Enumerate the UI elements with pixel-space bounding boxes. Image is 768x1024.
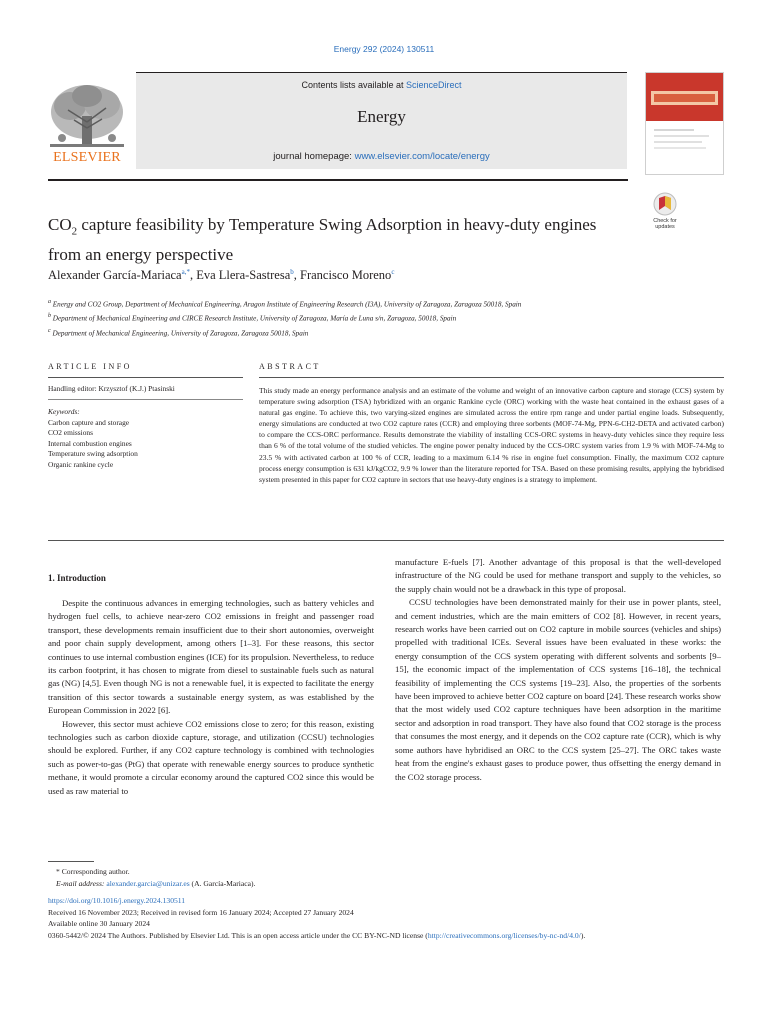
body-top-rule: [48, 540, 724, 541]
contents-prefix: Contents lists available at: [301, 80, 407, 90]
sciencedirect-link[interactable]: ScienceDirect: [406, 80, 462, 90]
license-prefix: 0360-5442/© 2024 The Authors. Published by Elsevier Ltd. This is an open access article under the CC BY-NC-ND license (: [48, 930, 428, 940]
license-link[interactable]: http://creativecommons.org/licenses/by-nc-nd/4.0/: [427, 930, 581, 940]
email-link[interactable]: alexander.garcia@unizar.es: [106, 878, 190, 888]
author-name[interactable]: Alexander García-Mariaca: [48, 268, 182, 283]
body-paragraph: However, this sector must achieve CO2 emissions close to zero; for this reason, existing technologies such as carbon dioxide capture, storage, and utilization (CCSU) technologies should be explored. Further, if any CO2 capture technology is combined with technologies such as power-to-gas (PtG) that operate with renewable energy sources to produce synthetic methane, it would promote a circular economy around the captured CO2 since this would be used as raw material to: [48, 718, 374, 796]
author-affil-sup[interactable]: b: [290, 268, 294, 276]
keyword: Temperature swing adsorption: [48, 449, 138, 458]
doi-line: [48, 895, 724, 907]
handling-editor: Handling editor: Krzysztof (K.J.) Ptasinski: [48, 384, 175, 393]
keyword: Carbon capture and storage: [48, 417, 130, 427]
keywords-block: [48, 407, 243, 470]
body-column-right: [395, 556, 721, 784]
affiliation-text: Department of Mechanical Engineering, University of Zaragoza, Zaragoza 50018, Spain: [52, 329, 309, 338]
check-for-updates-badge[interactable]: [648, 191, 682, 231]
author-list: Alexander García-Mariaca$^{a,*}$, Eva Llera-Sastresa$^b$, Francisco Moreno$^c$: [48, 268, 395, 283]
check-updates-line2: updates: [655, 224, 675, 230]
title-co: CO: [48, 215, 72, 234]
article-info-divider: [48, 399, 243, 400]
keyword: Internal combustion engines: [48, 438, 132, 448]
affiliation-sup: c: [48, 327, 51, 334]
author-name[interactable]: Eva Llera-Sastresa: [196, 268, 291, 283]
journal-homepage: [136, 151, 627, 162]
footnote-rule: [48, 861, 94, 862]
check-updates-line1: Check for: [653, 218, 677, 224]
affiliation-text: Department of Mechanical Engineering and CIRCE Research Institute, University of Zaragoza, María de Luna s/n, Zaragoza, 50018, Spain: [52, 314, 457, 323]
article-info-heading: ARTICLE INFO: [48, 362, 132, 371]
keywords-label: Keywords:: [48, 407, 80, 416]
email-line: [48, 878, 724, 890]
author-affil-sup[interactable]: c: [391, 268, 395, 276]
homepage-link[interactable]: www.elsevier.com/locate/energy: [354, 151, 490, 162]
doi-link[interactable]: https://doi.org/10.1016/j.energy.2024.130511: [48, 896, 186, 905]
author-affil-sup[interactable]: a,*: [181, 268, 190, 276]
keyword: CO2 emissions: [48, 428, 93, 437]
title-rest: capture feasibility by Temperature Swing Adsorption in heavy-duty engines from an energy perspective: [48, 215, 597, 265]
body-paragraph: CCSU technologies have been demonstrated mainly for their use in power plants, steel, and cement industries, which are the main emitters of CO2 [8]. However, in recent years, research works have been carried out on CO2 capture in mobile sources (vehicles and ships) propelled with traditional ICEs. Several issues have been evaluated in these works: the energy consumption of the CCS system operating with different solvents and sorbents [9–15], the economic impact of the implementation of CCS systems [16–18], the technical feasibility of implementing the CCS systems [19–23]. Also, the properties of the sorbents have been improved to achieve better CO2 capture on board [24]. These research works show that the most widely used CO2 capture techniques have been adsorption in the maritime sector and adsorption in road transport. They have also found that CO2 storage is the process that consumes the most energy, and it depends on the CO2 capture rate (CCR), which is why some authors have hybridised an ORC to the CCS system [25–27]. The ORC takes waste heat from the engine's exhaust gases to produce power, thus offsetting the energy demand in the CO2 storage process.: [395, 597, 721, 782]
affiliation: [48, 325, 728, 339]
license-suffix: ).: [580, 930, 586, 940]
keyword: Organic rankine cycle: [48, 459, 114, 469]
email-label: E-mail address:: [56, 878, 107, 888]
journal-citation[interactable]: Energy 292 (2024) 130511: [333, 44, 435, 54]
homepage-prefix: journal homepage:: [273, 151, 355, 162]
journal-name: Energy: [357, 107, 406, 126]
header-rule: [48, 179, 628, 181]
article-info-rule: [48, 377, 243, 378]
available-online: Available online 30 January 2024: [48, 919, 150, 928]
author-name[interactable]: Francisco Moreno: [300, 268, 392, 283]
received-dates: Received 16 November 2023; Received in revised form 16 January 2024; Accepted 27 January 2024: [48, 907, 354, 917]
abstract-heading: ABSTRACT: [259, 362, 321, 371]
affiliations: [48, 296, 728, 339]
abstract-text: This study made an energy performance analysis and an estimate of the volume and weight of an innovative carbon capture and storage (CCS) system by temperature swing adsorption (TSA) hybridized with an organic Rankine cycle (ORC) working with the waste heat contained in the exhaust gases of a natural gas engine. To achieve this, two varying-sized engines are simulated across the entire rpm range and under partial engine loads. Subsequently, energy simulations are conducted at two CO2 capture rates (CCR) and employing three sorbents (MOF-74-Mg, PPN-6-CH2-DETA and activated carbon) to compare the CCS-ORC performance. Results demonstrate the viability of installing CCS-ORC systems in heavy-duty vehicles since they require less than 6 % of the total volume of the studied vehicles. The engine power penalty induced by the CCS-ORC system varies from 1.9 % with MOF-74-Mg to 23.5 % with activated carbon at 100 % of CCR, leading to a maximum 6.14 % rise in engine fuel consumption. Finally, the maximum CO2 capture process energy consumption is 631 kJ/kgCO2, 9.9 % lower than the literature reported for TSA. Based on these promising results, applying the hybridised system presented in this paper for CO2 capture in sectors that use heavy-duty engines is a strategy to implement.: [259, 386, 724, 484]
affiliation: [48, 296, 728, 310]
affiliation-text: Energy and CO2 Group, Department of Mechanical Engineering, Aragon Institute of Engineering Research (I3A), University of Zaragoza, Zaragoza 50018, Spain: [52, 300, 522, 309]
affiliation: [48, 310, 728, 324]
journal-cover-thumbnail[interactable]: [645, 72, 724, 175]
email-suffix: (A. García-Mariaca).: [189, 878, 256, 888]
affiliation-sup: b: [48, 313, 51, 320]
contents-line: [136, 80, 627, 90]
body-column-left: [48, 597, 374, 798]
introduction-heading: 1. Introduction: [48, 573, 106, 583]
title-subscript: 2: [71, 225, 78, 238]
affiliation-sup: a: [48, 299, 51, 305]
body-paragraph: Despite the continuous advances in emerging technologies, such as battery vehicles and hydrogen fuel cells, to achieve near-zero CO2 emissions in freight and passenger road transport, these developments remain insufficient due to their short autonomies, overweight and poor chain supply development, among others [1–3]. For these reasons, this sector continues to use internal combustion engines (ICE) for its propulsion. Nevertheless, to reduce its carbon footprint, it has chosen to migrate from diesel to sustainable fuels such as natural gas (NG) [4,5]. Even though NG is not a renewable fuel, it is expected to facilitate the energy transition of this sector towards a sustainable energy system, as was established by the European Commission in 2022 [6].: [48, 598, 374, 716]
elsevier-wordmark: ELSEVIER: [53, 150, 121, 165]
abstract-rule: [259, 377, 724, 378]
footnotes: [48, 866, 724, 941]
body-paragraph: manufacture E-fuels [7]. Another advantage of this proposal is that the well-developed infrastructure of the NG could be used for methane transport and supply to the vehicles, so the supply chain would not be a drawback in this type of proposal.: [395, 557, 721, 594]
article-title: [48, 213, 628, 266]
cover-art: [646, 73, 723, 174]
license-line: [48, 930, 724, 942]
corresponding-author-note: * Corresponding author.: [56, 867, 130, 876]
